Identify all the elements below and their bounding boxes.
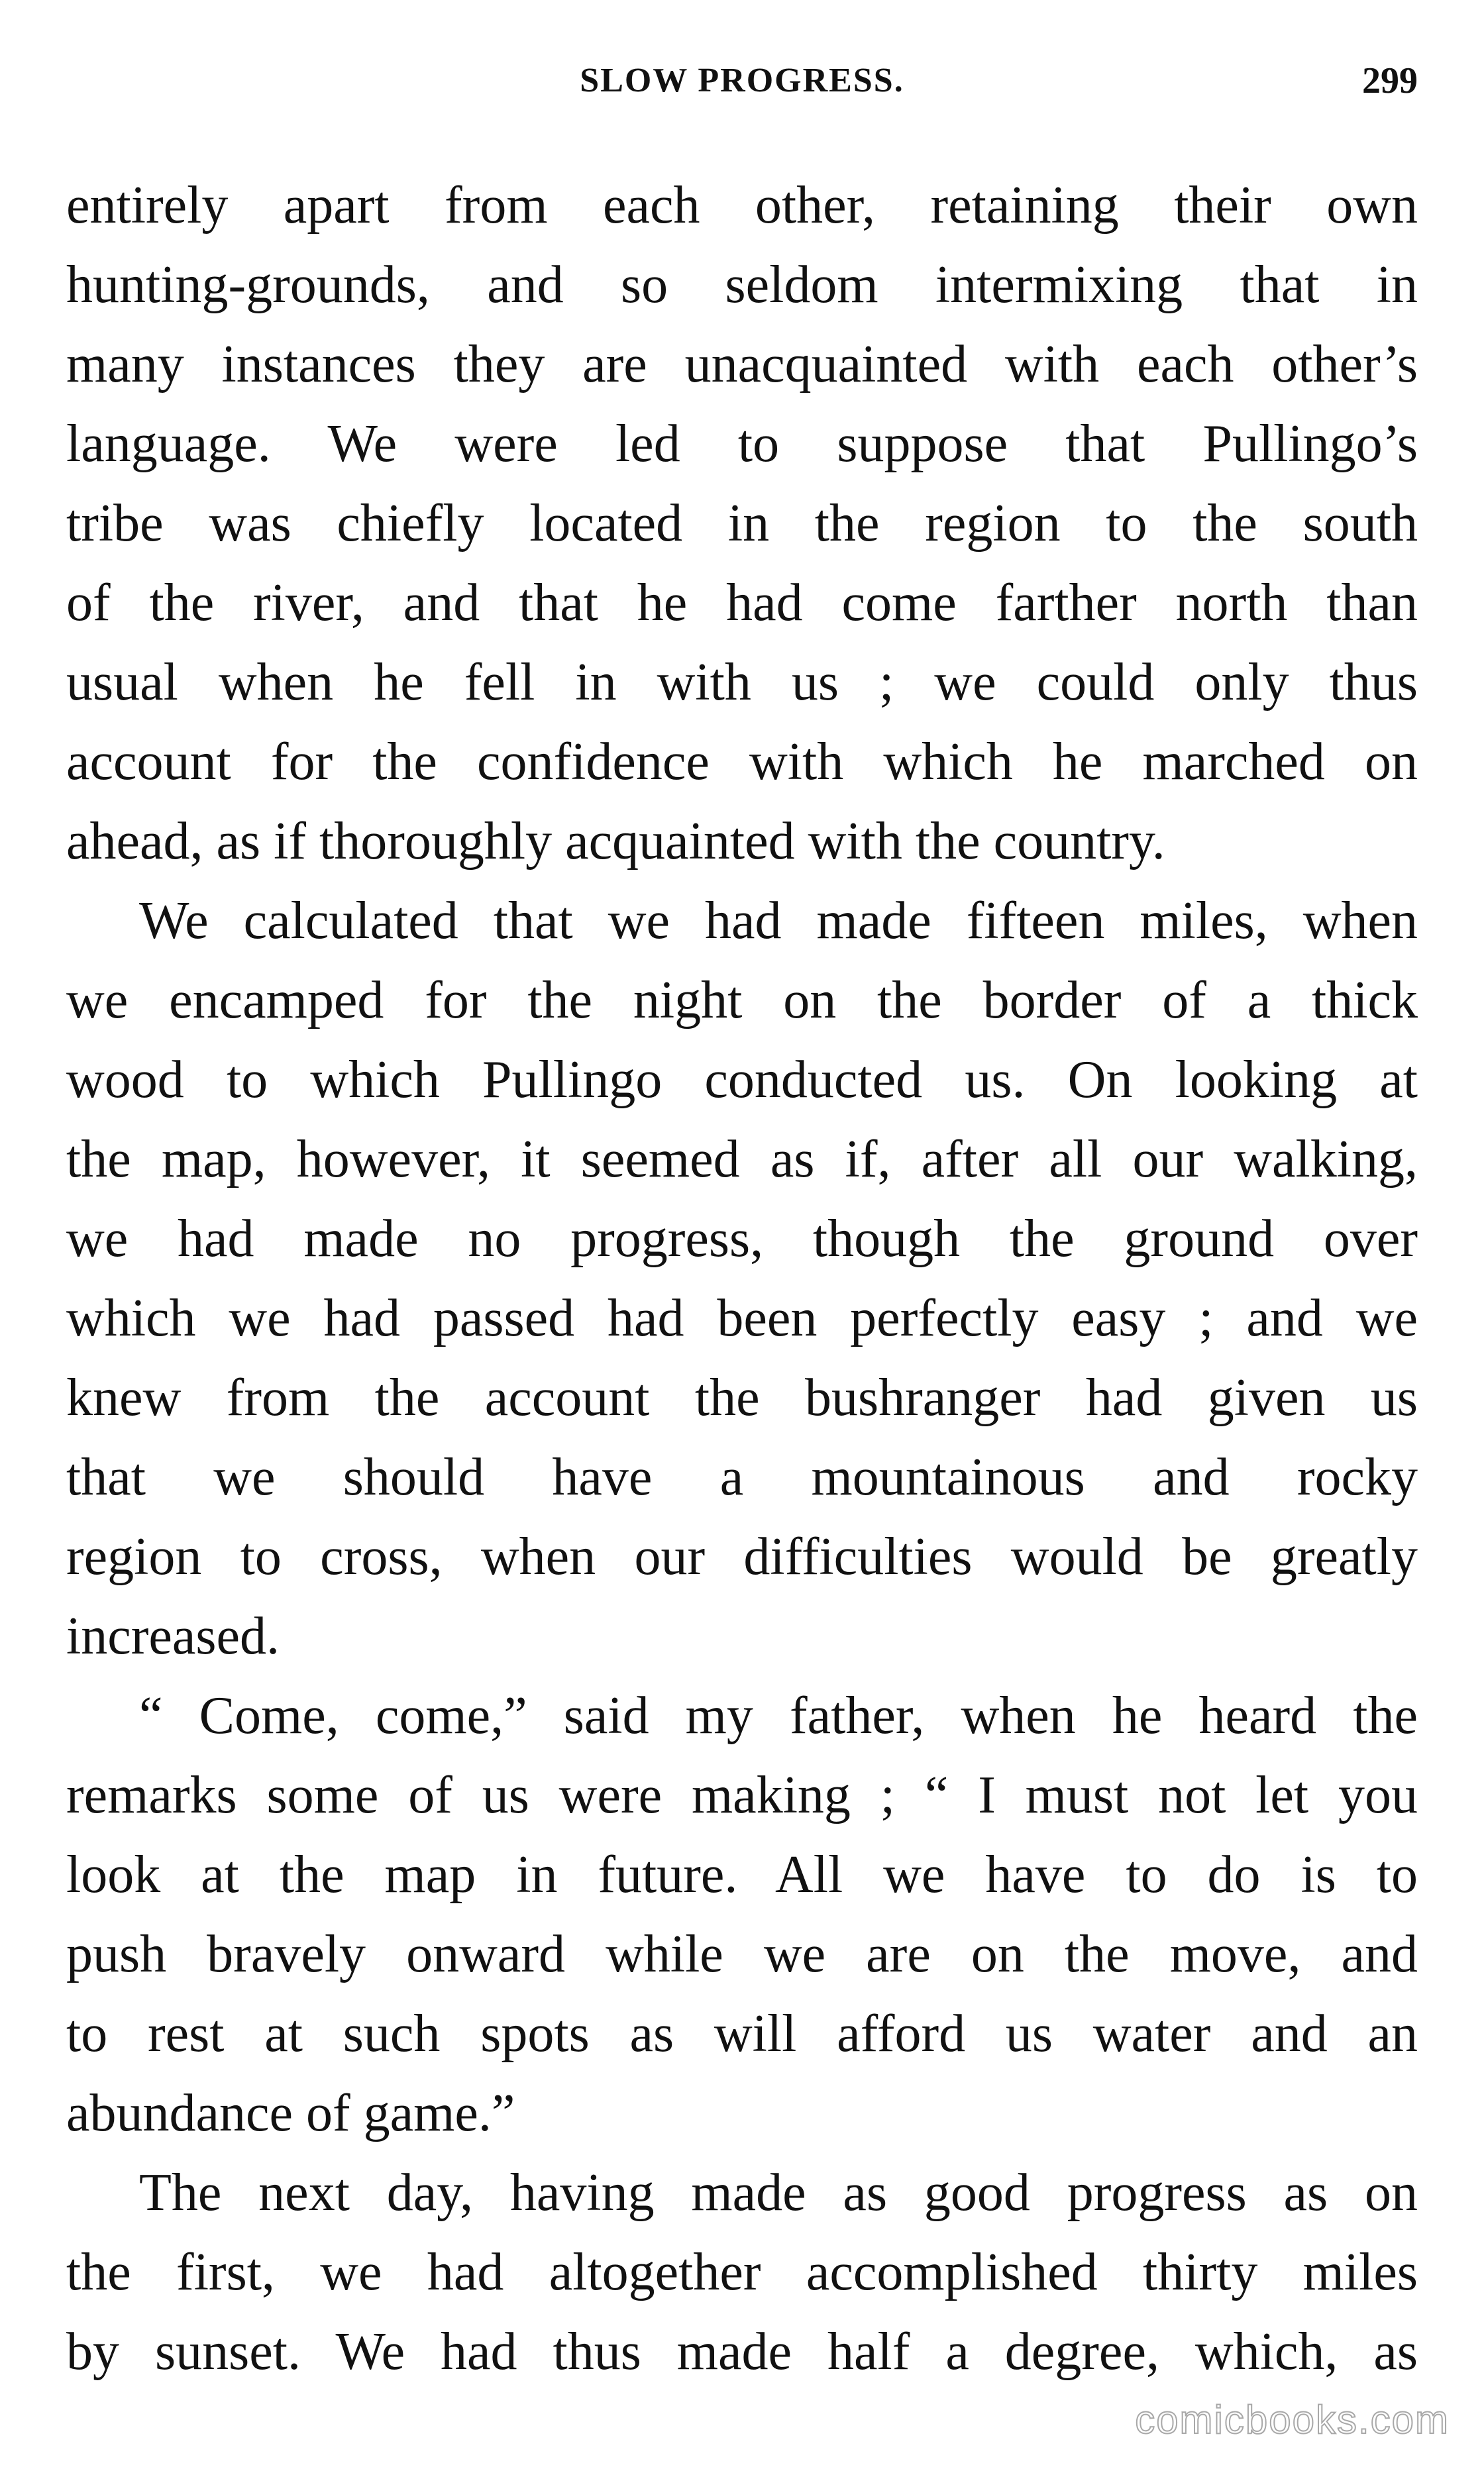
- text-line: usual when he fell in with us ; we could only thus: [66, 653, 1418, 711]
- text-line: to rest at such spots as will afford us water and an: [66, 2005, 1418, 2063]
- text-line: abundance of game.”: [66, 2084, 515, 2142]
- text-line: remarks some of us were making ; “ I must not let you: [66, 1766, 1418, 1824]
- page-number: 299: [1362, 60, 1418, 101]
- text-line: entirely apart from each other, retaining their own: [66, 176, 1418, 235]
- watermark-logo: comicbooks.com: [1135, 2397, 1450, 2442]
- text-line: We calculated that we had made fifteen miles, when: [139, 892, 1418, 950]
- text-line: wood to which Pullingo conducted us. On looking at: [66, 1051, 1418, 1109]
- text-line: by sunset. We had thus made half a degree, which, as: [66, 2323, 1418, 2381]
- text-line: we encamped for the night on the border of a thick: [66, 971, 1418, 1029]
- text-line: that we should have a mountainous and rocky: [66, 1448, 1418, 1506]
- text-line: which we had passed had been perfectly easy ; and we: [66, 1289, 1418, 1347]
- text-line: push bravely onward while we are on the move, and: [66, 1925, 1418, 1983]
- text-line: The next day, having made as good progress as on: [139, 2164, 1418, 2222]
- text-line: hunting-grounds, and so seldom intermixing that in: [66, 256, 1418, 314]
- text-line: look at the map in future. All we have to do is to: [66, 1846, 1418, 1904]
- text-line: ahead, as if thoroughly acquainted with the country.: [66, 812, 1165, 870]
- text-line: “ Come, come,” said my father, when he heard the: [139, 1687, 1418, 1745]
- text-line: language. We were led to suppose that Pullingo’s: [66, 415, 1418, 473]
- text-line: the first, we had altogether accomplished thirty miles: [66, 2243, 1418, 2301]
- text-line: knew from the account the bushranger had given us: [66, 1369, 1418, 1427]
- text-line: of the river, and that he had come farther north than: [66, 574, 1418, 632]
- text-line: we had made no progress, though the ground over: [66, 1210, 1418, 1268]
- running-head: [66, 54, 1418, 107]
- running-title: SLOW PROGRESS.: [580, 62, 904, 99]
- text-line: the map, however, it seemed as if, after all our walking,: [66, 1130, 1418, 1188]
- text-line: region to cross, when our difficulties would be greatly: [66, 1528, 1418, 1586]
- text-line: many instances they are unacquainted with each other’s: [66, 335, 1418, 394]
- text-line: increased.: [66, 1607, 280, 1665]
- text-line: account for the confidence with which he marched on: [66, 733, 1418, 791]
- body-text: [66, 166, 1418, 2392]
- text-line: tribe was chiefly located in the region to the south: [66, 494, 1418, 552]
